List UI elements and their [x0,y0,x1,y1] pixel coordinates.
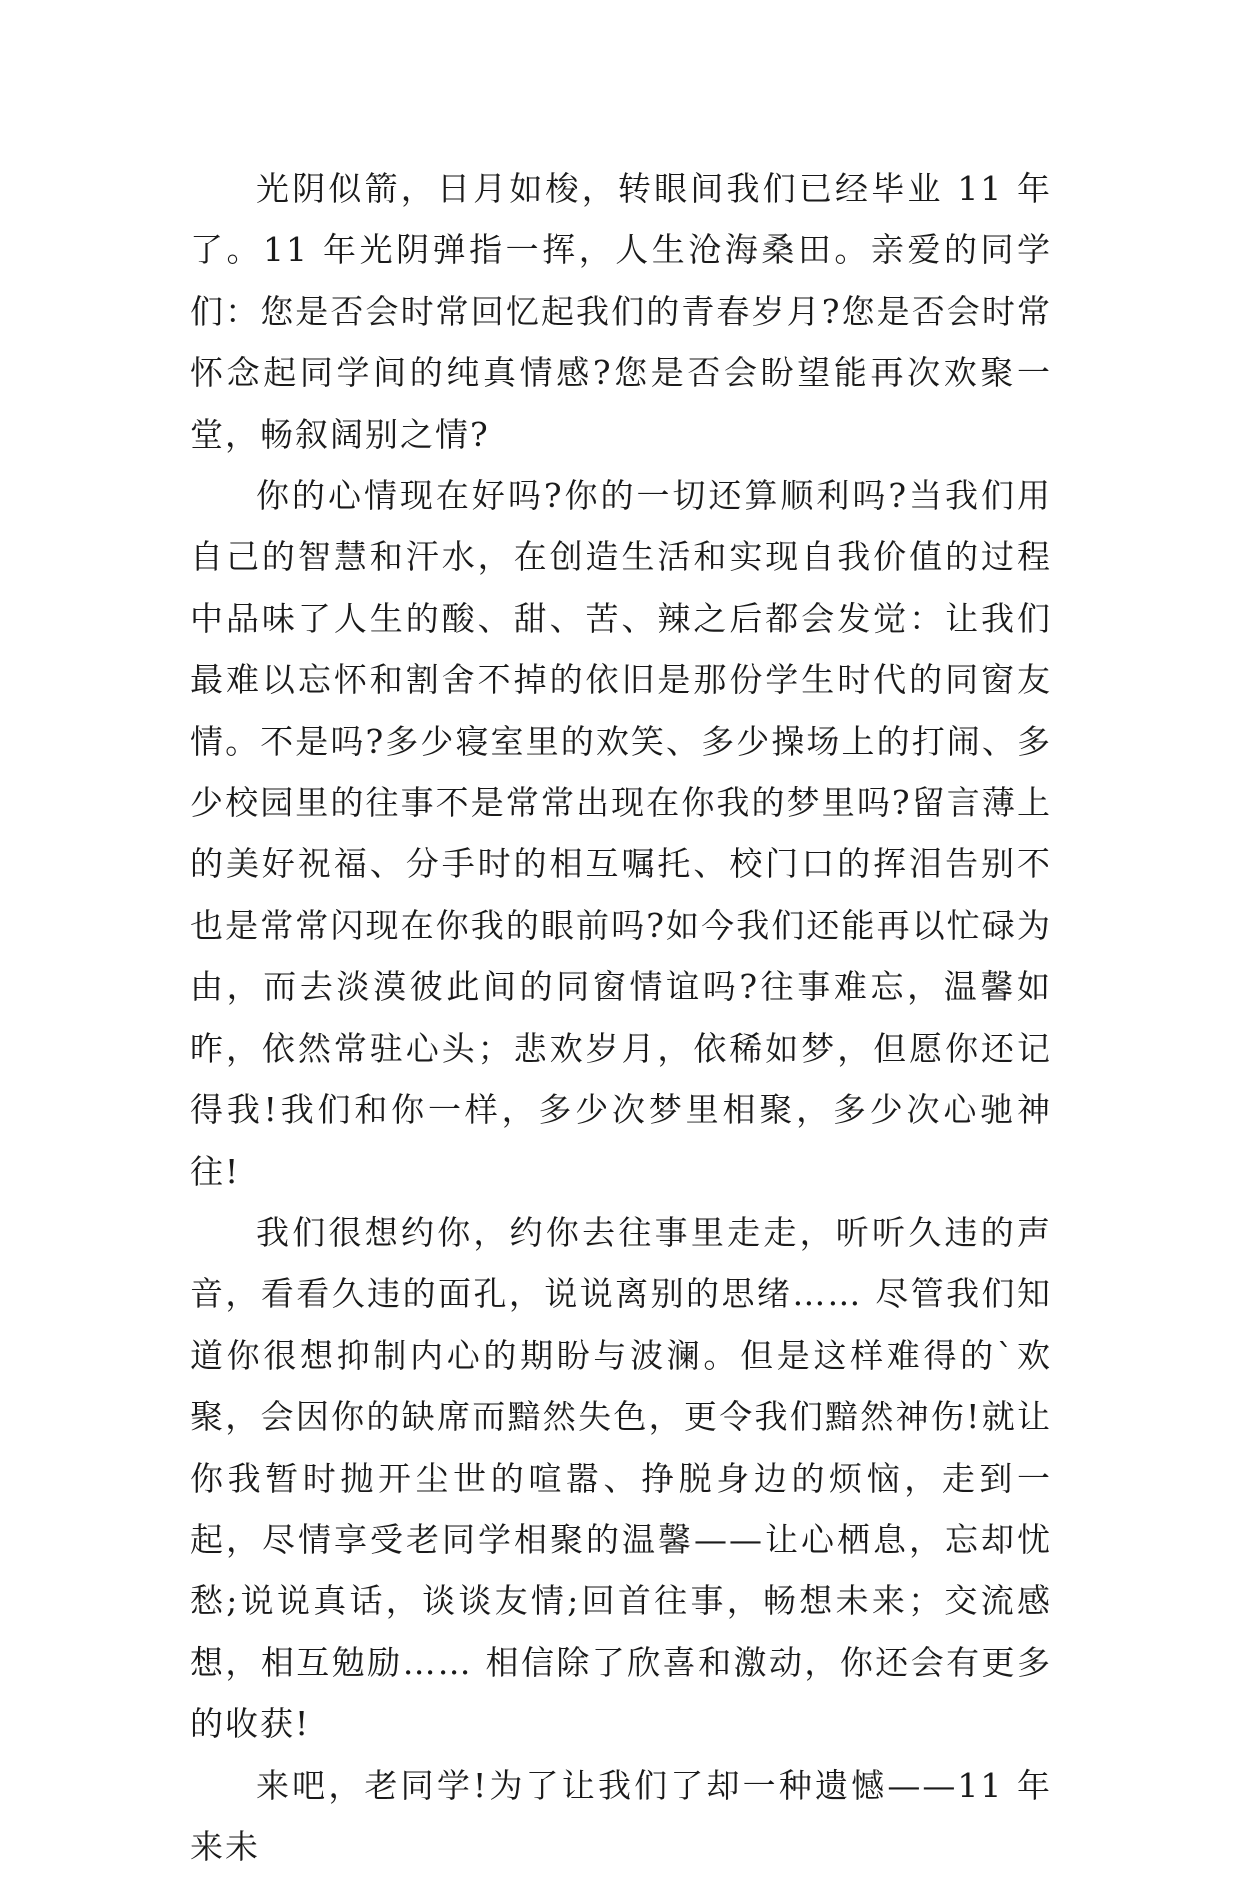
paragraph-1: 光阴似箭，日月如梭，转眼间我们已经毕业 11 年了。11 年光阴弹指一挥，人生沧海桑田。亲爱的同学们：您是否会时常回忆起我们的青春岁月?您是否会时常怀念起同学间的纯真情感?您是否会盼望能再次欢聚一堂，畅叙阔别之情? [190,169,1052,454]
paragraph-3: 我们很想约你，约你去往事里走走，听听久违的声音，看看久违的面孔，说说离别的思绪…… 尽管我们知道你很想抑制内心的期盼与波澜。但是这样难得的`欢聚，会因你的缺席而黯然失色，更令我们黯然神伤!就让你我暂时抛开尘世的喧嚣、挣脱身边的烦恼，走到一起，尽情享受老同学相聚的温馨——让心栖息，忘却忧愁;说说真话，谈谈友情;回首往事，畅想未来；交流感想，相互勉励…… 相信除了欣喜和激动，你还会有更多的收获! [190,1212,1052,1744]
paragraph-4: 来吧，老同学!为了让我们了却一种遗憾——11 年来未 [190,1765,1052,1866]
paragraph-2: 你的心情现在好吗?你的一切还算顺利吗?当我们用自己的智慧和汗水，在创造生活和实现自我价值的过程中品味了人生的酸、甜、苦、辣之后都会发觉：让我们最难以忘怀和割舍不掉的依旧是那份学生时代的同窗友情。不是吗?多少寝室里的欢笑、多少操场上的打闹、多少校园里的往事不是常常出现在你我的梦里吗?留言薄上的美好祝福、分手时的相互嘱托、校门口的挥泪告别不也是常常闪现在你我的眼前吗?如今我们还能再以忙碌为由，而去淡漠彼此间的同窗情谊吗?往事难忘，温馨如昨，依然常驻心头；悲欢岁月，依稀如梦，但愿你还记得我!我们和你一样，多少次梦里相聚，多少次心驰神往! [190,476,1052,1191]
document-body [190,158,1052,1877]
